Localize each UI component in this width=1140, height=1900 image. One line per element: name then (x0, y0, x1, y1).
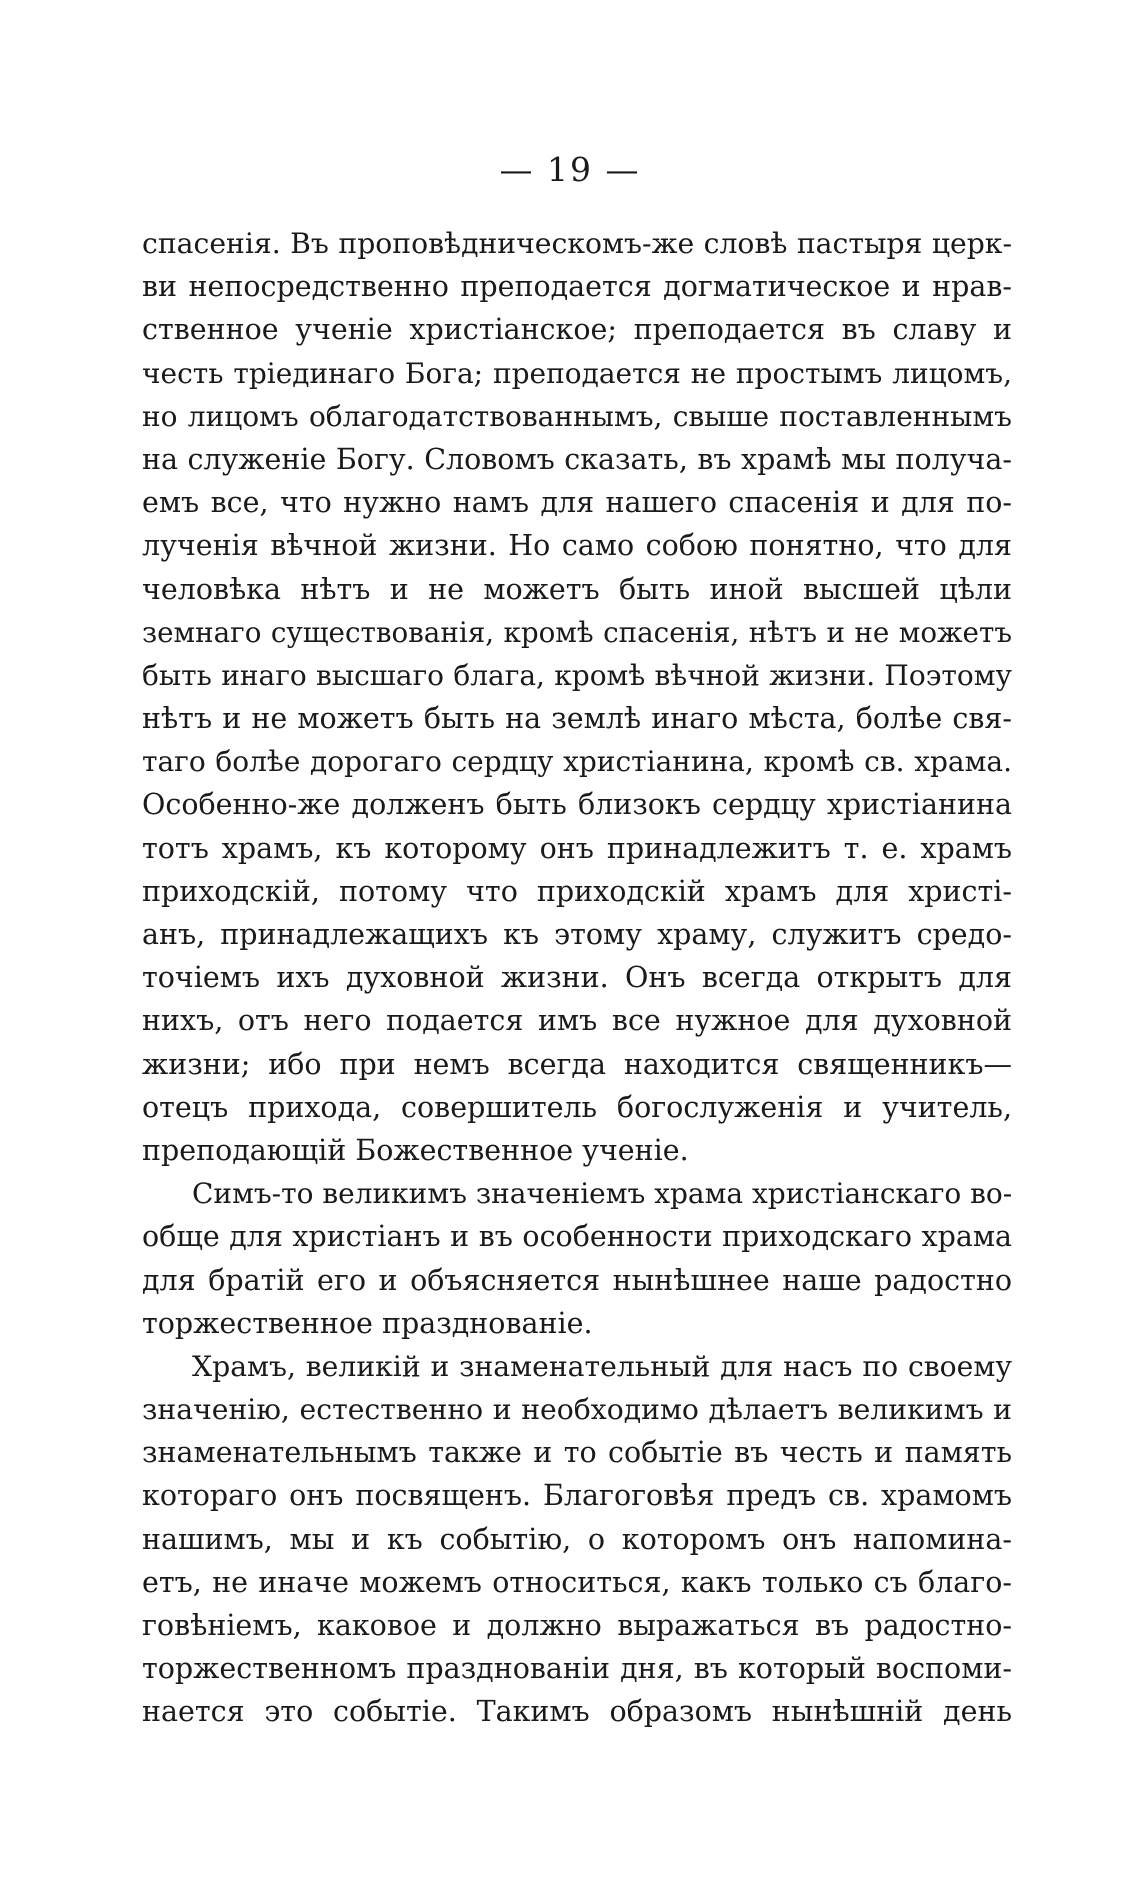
text-line: нашимъ, мы и къ событію, о которомъ онъ напомина- (142, 1522, 1012, 1556)
text-line: быть инаго высшаго блага, кромѣ вѣчной жизни. Поэтому (142, 658, 1012, 692)
text-line: Особенно-же долженъ быть близокъ сердцу христіанина (142, 788, 1012, 822)
body-text (142, 222, 1012, 1734)
text-line: котораго онъ посвященъ. Благоговѣя предъ св. храмомъ (142, 1479, 1012, 1513)
text-line: нѣтъ и не можетъ быть на землѣ инаго мѣста, болѣе свя- (142, 702, 1012, 736)
text-line: тотъ храмъ, къ которому онъ принадлежитъ т. е. храмъ (142, 831, 1012, 865)
text-line: точіемъ ихъ духовной жизни. Онъ всегда открытъ для (142, 961, 1012, 995)
text-line: етъ, не иначе можемъ относиться, какъ только съ благо- (142, 1565, 1012, 1599)
text-line: знаменательнымъ также и то событіе въ честь и память (142, 1436, 1012, 1470)
text-line: емъ все, что нужно намъ для нашего спасенія и для по- (142, 486, 1012, 520)
paragraph-2 (142, 1172, 1012, 1345)
text-line: ви непосредственно преподается догматическое и нрав- (142, 270, 1012, 304)
text-line: ственное ученіе христіанское; преподается въ славу и (142, 313, 1012, 347)
text-line: лученія вѣчной жизни. Но само собою понятно, что для (142, 529, 1012, 563)
text-line: приходскій, потому что приходскій храмъ для христі- (142, 874, 1012, 908)
text-line: но лицомъ облагодатствованнымъ, свыше поставленнымъ (142, 399, 1012, 433)
text-line: таго болѣе дорогаго сердцу христіанина, кромѣ св. храма. (142, 745, 1012, 779)
text-line: спасенія. Въ проповѣдническомъ-же словѣ пастыря церк- (142, 227, 1012, 260)
text-line: отецъ прихода, совершитель богослуженія и учитель, (142, 1090, 1012, 1124)
text-line: обще для христіанъ и въ особенности приходскаго храма (142, 1220, 1012, 1254)
text-line: преподающій Божественное ученіе. (142, 1133, 689, 1167)
text-line: торжественномъ празднованіи дня, въ который воспоми- (142, 1652, 1012, 1686)
text-line: торжественное празднованіе. (142, 1306, 593, 1340)
text-line: Симъ-то великимъ значеніемъ храма христіанскаго во- (192, 1177, 1013, 1211)
text-line: для братій его и объясняется нынѣшнее наше радостно (142, 1263, 1012, 1297)
text-line: значенію, естественно и необходимо дѣлаетъ великимъ и (142, 1393, 1012, 1427)
text-line: честь тріединаго Бога; преподается не простымъ лицомъ, (142, 356, 1012, 390)
text-line: анъ, принадлежащихъ къ этому храму, служитъ средо- (142, 918, 1012, 951)
text-line: нается это событіе. Такимъ образомъ нынѣшній день (142, 1695, 1012, 1729)
text-line: жизни; ибо при немъ всегда находится священникъ— (142, 1047, 1012, 1081)
text-line: на служеніе Богу. Словомъ сказать, въ храмѣ мы получа- (142, 442, 1012, 476)
text-line: земнаго существованія, кромѣ спасенія, нѣтъ и не можетъ (142, 615, 1012, 649)
text-line: говѣніемъ, каковое и должно выражаться въ радостно- (142, 1609, 1012, 1642)
text-line: Храмъ, великій и знаменательный для насъ по своему (192, 1349, 1012, 1383)
text-line: нихъ, отъ него подается имъ все нужное для духовной (142, 1004, 1012, 1038)
paragraph-3 (142, 1345, 1012, 1734)
page-number: — 19 — (499, 150, 641, 189)
paragraph-1 (142, 222, 1012, 1172)
text-line: человѣка нѣтъ и не можетъ быть иной высшей цѣли (142, 572, 1012, 606)
